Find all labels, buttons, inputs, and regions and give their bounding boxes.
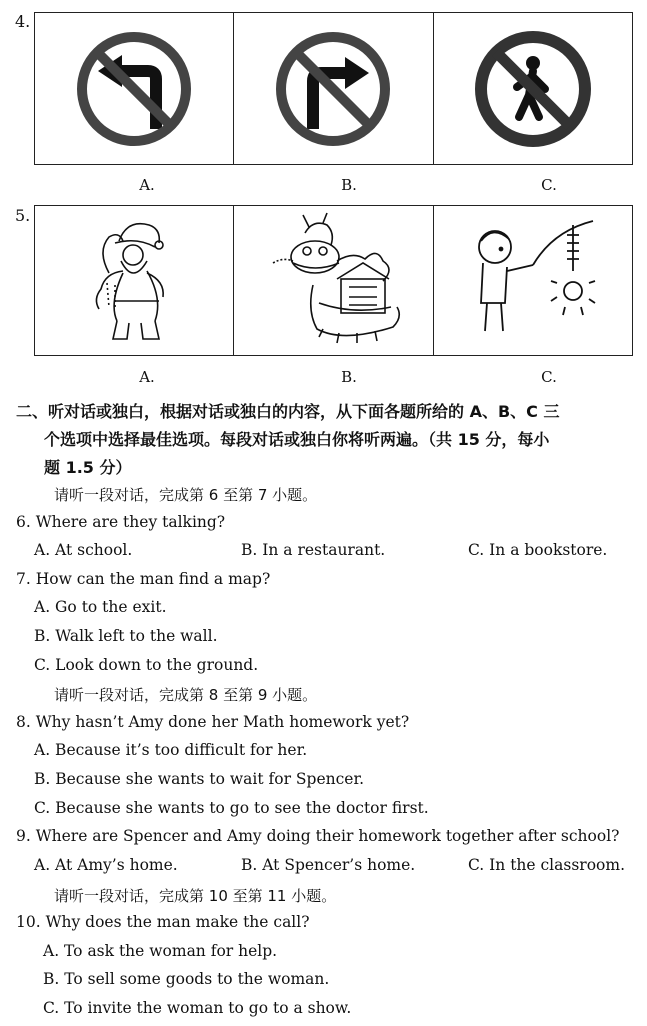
question-10-option-a: A. To ask the woman for help. (43, 942, 278, 960)
question-8-option-c: C. Because she wants to go to see the doctor first. (34, 799, 429, 817)
question-6-option-b: B. In a restaurant. (241, 541, 386, 559)
question-9: 9. Where are Spencer and Amy doing their homework together after school? (16, 827, 620, 845)
question-6-option-a: A. At school. (34, 541, 133, 559)
question-4-image-a (35, 13, 233, 164)
santa-claus-icon (79, 211, 189, 351)
question-4-option-a: A. (139, 176, 155, 194)
question-4-option-b: B. (341, 176, 357, 194)
question-9-option-b: B. At Spencer’s home. (241, 856, 416, 874)
question-9-option-a: A. At Amy’s home. (34, 856, 178, 874)
question-7: 7. How can the man find a map? (16, 570, 271, 588)
instruction-10-11: 请听一段对话，完成第 10 至第 11 小题。 (54, 887, 337, 905)
question-4-image-c (433, 13, 632, 164)
instruction-6-7: 请听一段对话，完成第 6 至第 7 小题。 (54, 486, 318, 504)
question-5-image-b (233, 206, 432, 355)
question-10-option-b: B. To sell some goods to the woman. (43, 970, 330, 988)
question-8: 8. Why hasn’t Amy done her Math homework yet? (16, 713, 410, 731)
question-5-image-row (34, 205, 633, 356)
question-6: 6. Where are they talking? (16, 513, 226, 531)
question-8-option-a: A. Because it’s too difficult for her. (34, 741, 308, 759)
question-10-option-c: C. To invite the woman to go to a show. (43, 999, 352, 1017)
question-4-option-c: C. (541, 176, 557, 194)
question-4-number: 4. (15, 12, 31, 31)
question-4-image-b (233, 13, 432, 164)
question-4-image-row (34, 12, 633, 165)
instruction-8-9: 请听一段对话，完成第 8 至第 9 小题。 (54, 686, 318, 704)
question-5-option-b: B. (341, 368, 357, 386)
question-9-option-c: C. In the classroom. (468, 856, 625, 874)
section-title-line-1: 二、听对话或独白，根据对话或独白的内容，从下面各题所给的 A、B、C 三 (16, 402, 560, 421)
section-title-line-2: 个选项中选择最佳选项。每段对话或独白你将听两遍。（共 15 分，每小 (44, 430, 550, 449)
question-5-image-c (433, 206, 632, 355)
question-7-option-a: A. Go to the exit. (34, 598, 167, 616)
question-6-option-c: C. In a bookstore. (468, 541, 608, 559)
no-right-turn-sign-icon (273, 29, 393, 149)
dragon-boat-icon (253, 211, 413, 351)
question-5-image-a (35, 206, 233, 355)
no-left-turn-sign-icon (74, 29, 194, 149)
question-7-option-b: B. Walk left to the wall. (34, 627, 218, 645)
boy-with-firecrackers-icon (453, 211, 613, 351)
question-5-option-a: A. (139, 368, 155, 386)
question-5-number: 5. (15, 206, 31, 225)
question-7-option-c: C. Look down to the ground. (34, 656, 259, 674)
section-title-line-3: 题 1.5 分） (44, 458, 132, 477)
question-10: 10. Why does the man make the call? (16, 913, 310, 931)
no-pedestrians-sign-icon (473, 29, 593, 149)
question-8-option-b: B. Because she wants to wait for Spencer. (34, 770, 365, 788)
question-5-option-c: C. (541, 368, 557, 386)
